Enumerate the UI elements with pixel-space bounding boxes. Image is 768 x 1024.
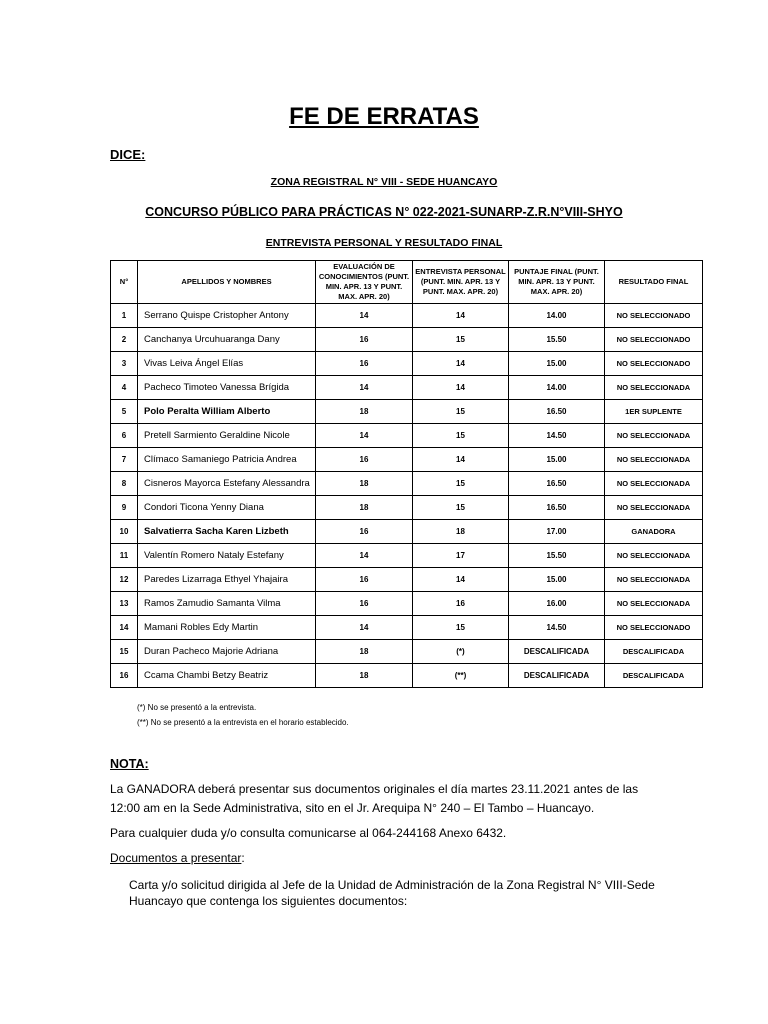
cell-final-result: NO SELECCIONADA bbox=[605, 496, 703, 520]
cell-number: 12 bbox=[111, 568, 138, 592]
cell-evaluation: 18 bbox=[316, 496, 413, 520]
cell-final-score: 15.50 bbox=[509, 328, 605, 352]
cell-number: 7 bbox=[111, 448, 138, 472]
table-row bbox=[111, 544, 703, 568]
cell-number: 16 bbox=[111, 664, 138, 688]
cell-name: Valentín Romero Nataly Estefany bbox=[138, 544, 316, 568]
table-row bbox=[111, 376, 703, 400]
table-row bbox=[111, 304, 703, 328]
cell-name: Salvatierra Sacha Karen Lizbeth bbox=[138, 520, 316, 544]
cell-evaluation: 16 bbox=[316, 448, 413, 472]
cell-number: 3 bbox=[111, 352, 138, 376]
cell-interview: 15 bbox=[413, 400, 509, 424]
table-row bbox=[111, 640, 703, 664]
header-final-score: PUNTAJE FINAL (PUNT. MIN. APR. 13 Y PUNT. MAX. APR. 20) bbox=[509, 261, 605, 304]
cell-evaluation: 14 bbox=[316, 376, 413, 400]
cell-interview: 14 bbox=[413, 304, 509, 328]
cell-final-result: NO SELECCIONADA bbox=[605, 592, 703, 616]
cell-final-score: 14.50 bbox=[509, 616, 605, 640]
paragraph-ganadora: La GANADORA deberá presentar sus documentos originales el día martes 23.11.2021 antes de las 12:00 am en la Sede Administrativa, sito en el Jr. Arequipa N° 240 – El Tambo – Huancayo. bbox=[110, 782, 639, 815]
cell-final-score: 15.00 bbox=[509, 448, 605, 472]
cell-final-result: NO SELECCIONADA bbox=[605, 448, 703, 472]
cell-final-score: 15.00 bbox=[509, 352, 605, 376]
cell-evaluation: 14 bbox=[316, 424, 413, 448]
cell-final-result: 1ER SUPLENTE bbox=[605, 400, 703, 424]
cell-number: 8 bbox=[111, 472, 138, 496]
cell-interview: (*) bbox=[413, 640, 509, 664]
cell-final-score: 17.00 bbox=[509, 520, 605, 544]
cell-name: Ccama Chambi Betzy Beatriz bbox=[138, 664, 316, 688]
cell-name: Cisneros Mayorca Estefany Alessandra bbox=[138, 472, 316, 496]
documents-heading bbox=[110, 851, 245, 865]
cell-final-result: NO SELECCIONADO bbox=[605, 304, 703, 328]
table-header-row bbox=[111, 261, 703, 304]
cell-number: 9 bbox=[111, 496, 138, 520]
entrevista-heading: ENTREVISTA PERSONAL Y RESULTADO FINAL bbox=[265, 237, 503, 249]
cell-name: Pretell Sarmiento Geraldine Nicole bbox=[138, 424, 316, 448]
cell-interview: 15 bbox=[413, 496, 509, 520]
cell-evaluation: 16 bbox=[316, 520, 413, 544]
cell-interview: 15 bbox=[413, 328, 509, 352]
cell-final-score: 14.50 bbox=[509, 424, 605, 448]
table-row bbox=[111, 592, 703, 616]
table-row bbox=[111, 328, 703, 352]
paragraph-contact: Para cualquier duda y/o consulta comunicarse al 064-244168 Anexo 6432. bbox=[110, 826, 507, 840]
cell-interview: 16 bbox=[413, 592, 509, 616]
cell-interview: (**) bbox=[413, 664, 509, 688]
cell-name: Paredes Lizarraga Ethyel Yhajaira bbox=[138, 568, 316, 592]
cell-number: 5 bbox=[111, 400, 138, 424]
cell-number: 2 bbox=[111, 328, 138, 352]
cell-name: Clímaco Samaniego Patricia Andrea bbox=[138, 448, 316, 472]
cell-evaluation: 16 bbox=[316, 568, 413, 592]
cell-name: Polo Peralta William Alberto bbox=[138, 400, 316, 424]
cell-final-result: NO SELECCIONADA bbox=[605, 568, 703, 592]
results-table bbox=[110, 260, 703, 688]
table-row bbox=[111, 352, 703, 376]
table-row bbox=[111, 448, 703, 472]
cell-number: 15 bbox=[111, 640, 138, 664]
cell-final-score: 14.00 bbox=[509, 376, 605, 400]
table-row bbox=[111, 520, 703, 544]
cell-final-score: DESCALIFICADA bbox=[509, 664, 605, 688]
cell-interview: 17 bbox=[413, 544, 509, 568]
table-row bbox=[111, 400, 703, 424]
documents-label: Documentos a presentar bbox=[110, 851, 242, 865]
cell-final-result: NO SELECCIONADO bbox=[605, 328, 703, 352]
cell-evaluation: 16 bbox=[316, 352, 413, 376]
zona-registral-heading: ZONA REGISTRAL N° VIII - SEDE HUANCAYO bbox=[270, 176, 498, 188]
cell-evaluation: 18 bbox=[316, 640, 413, 664]
cell-interview: 14 bbox=[413, 352, 509, 376]
page-title: FE DE ERRATAS bbox=[289, 103, 479, 130]
table-row bbox=[111, 496, 703, 520]
cell-final-result: DESCALIFICADA bbox=[605, 664, 703, 688]
cell-interview: 15 bbox=[413, 472, 509, 496]
cell-final-result: DESCALIFICADA bbox=[605, 640, 703, 664]
footnote-2: (**) No se presentó a la entrevista en el horario establecido. bbox=[137, 718, 349, 727]
paragraph-carta: Carta y/o solicitud dirigida al Jefe de la Unidad de Administración de la Zona Registral N° VIII-Sede Huancayo que contenga los siguientes documentos: bbox=[129, 878, 655, 908]
dice-label: DICE: bbox=[110, 147, 146, 162]
cell-final-result: GANADORA bbox=[605, 520, 703, 544]
documents-colon: : bbox=[241, 851, 245, 865]
cell-number: 10 bbox=[111, 520, 138, 544]
header-evaluation: EVALUACIÓN DE CONOCIMIENTOS (PUNT. MIN. APR. 13 Y PUNT. MAX. APR. 20) bbox=[316, 261, 413, 304]
table-row bbox=[111, 664, 703, 688]
header-final-result: RESULTADO FINAL bbox=[605, 261, 703, 304]
cell-final-result: NO SELECCIONADA bbox=[605, 544, 703, 568]
footnote-1: (*) No se presentó a la entrevista. bbox=[137, 703, 257, 712]
cell-name: Ramos Zamudio Samanta Vilma bbox=[138, 592, 316, 616]
cell-final-score: 15.00 bbox=[509, 568, 605, 592]
header-name: APELLIDOS Y NOMBRES bbox=[138, 261, 316, 304]
cell-name: Canchanya Urcuhuaranga Dany bbox=[138, 328, 316, 352]
cell-evaluation: 16 bbox=[316, 328, 413, 352]
cell-name: Serrano Quispe Cristopher Antony bbox=[138, 304, 316, 328]
cell-interview: 14 bbox=[413, 568, 509, 592]
cell-final-score: 16.00 bbox=[509, 592, 605, 616]
cell-final-result: NO SELECCIONADA bbox=[605, 376, 703, 400]
cell-name: Condori Ticona Yenny Diana bbox=[138, 496, 316, 520]
cell-interview: 14 bbox=[413, 448, 509, 472]
cell-name: Duran Pacheco Majorie Adriana bbox=[138, 640, 316, 664]
cell-evaluation: 18 bbox=[316, 400, 413, 424]
cell-number: 13 bbox=[111, 592, 138, 616]
header-interview: ENTREVISTA PERSONAL (PUNT. MIN. APR. 13 Y PUNT. MAX. APR. 20) bbox=[413, 261, 509, 304]
cell-final-score: 14.00 bbox=[509, 304, 605, 328]
cell-number: 6 bbox=[111, 424, 138, 448]
table-body bbox=[111, 304, 703, 688]
cell-interview: 18 bbox=[413, 520, 509, 544]
cell-final-score: 16.50 bbox=[509, 472, 605, 496]
cell-evaluation: 18 bbox=[316, 664, 413, 688]
cell-final-result: NO SELECCIONADO bbox=[605, 352, 703, 376]
cell-final-score: 15.50 bbox=[509, 544, 605, 568]
cell-number: 1 bbox=[111, 304, 138, 328]
table-row bbox=[111, 616, 703, 640]
cell-evaluation: 14 bbox=[316, 544, 413, 568]
cell-evaluation: 18 bbox=[316, 472, 413, 496]
concurso-heading: CONCURSO PÚBLICO PARA PRÁCTICAS N° 022-2021-SUNARP-Z.R.N°VIII-SHYO bbox=[145, 205, 623, 219]
table-row bbox=[111, 472, 703, 496]
cell-interview: 15 bbox=[413, 616, 509, 640]
cell-number: 4 bbox=[111, 376, 138, 400]
cell-final-score: 16.50 bbox=[509, 400, 605, 424]
cell-name: Vivas Leiva Ángel Elías bbox=[138, 352, 316, 376]
cell-final-result: NO SELECCIONADA bbox=[605, 424, 703, 448]
table-row bbox=[111, 424, 703, 448]
cell-number: 11 bbox=[111, 544, 138, 568]
nota-label: NOTA: bbox=[110, 757, 149, 771]
cell-interview: 15 bbox=[413, 424, 509, 448]
header-number: N° bbox=[111, 261, 138, 304]
table-row bbox=[111, 568, 703, 592]
cell-final-result: NO SELECCIONADA bbox=[605, 472, 703, 496]
cell-number: 14 bbox=[111, 616, 138, 640]
cell-evaluation: 14 bbox=[316, 616, 413, 640]
cell-final-score: DESCALIFICADA bbox=[509, 640, 605, 664]
cell-final-score: 16.50 bbox=[509, 496, 605, 520]
cell-final-result: NO SELECCIONADO bbox=[605, 616, 703, 640]
cell-name: Pacheco Timoteo Vanessa Brígida bbox=[138, 376, 316, 400]
cell-evaluation: 14 bbox=[316, 304, 413, 328]
cell-name: Mamani Robles Edy Martin bbox=[138, 616, 316, 640]
cell-evaluation: 16 bbox=[316, 592, 413, 616]
cell-interview: 14 bbox=[413, 376, 509, 400]
